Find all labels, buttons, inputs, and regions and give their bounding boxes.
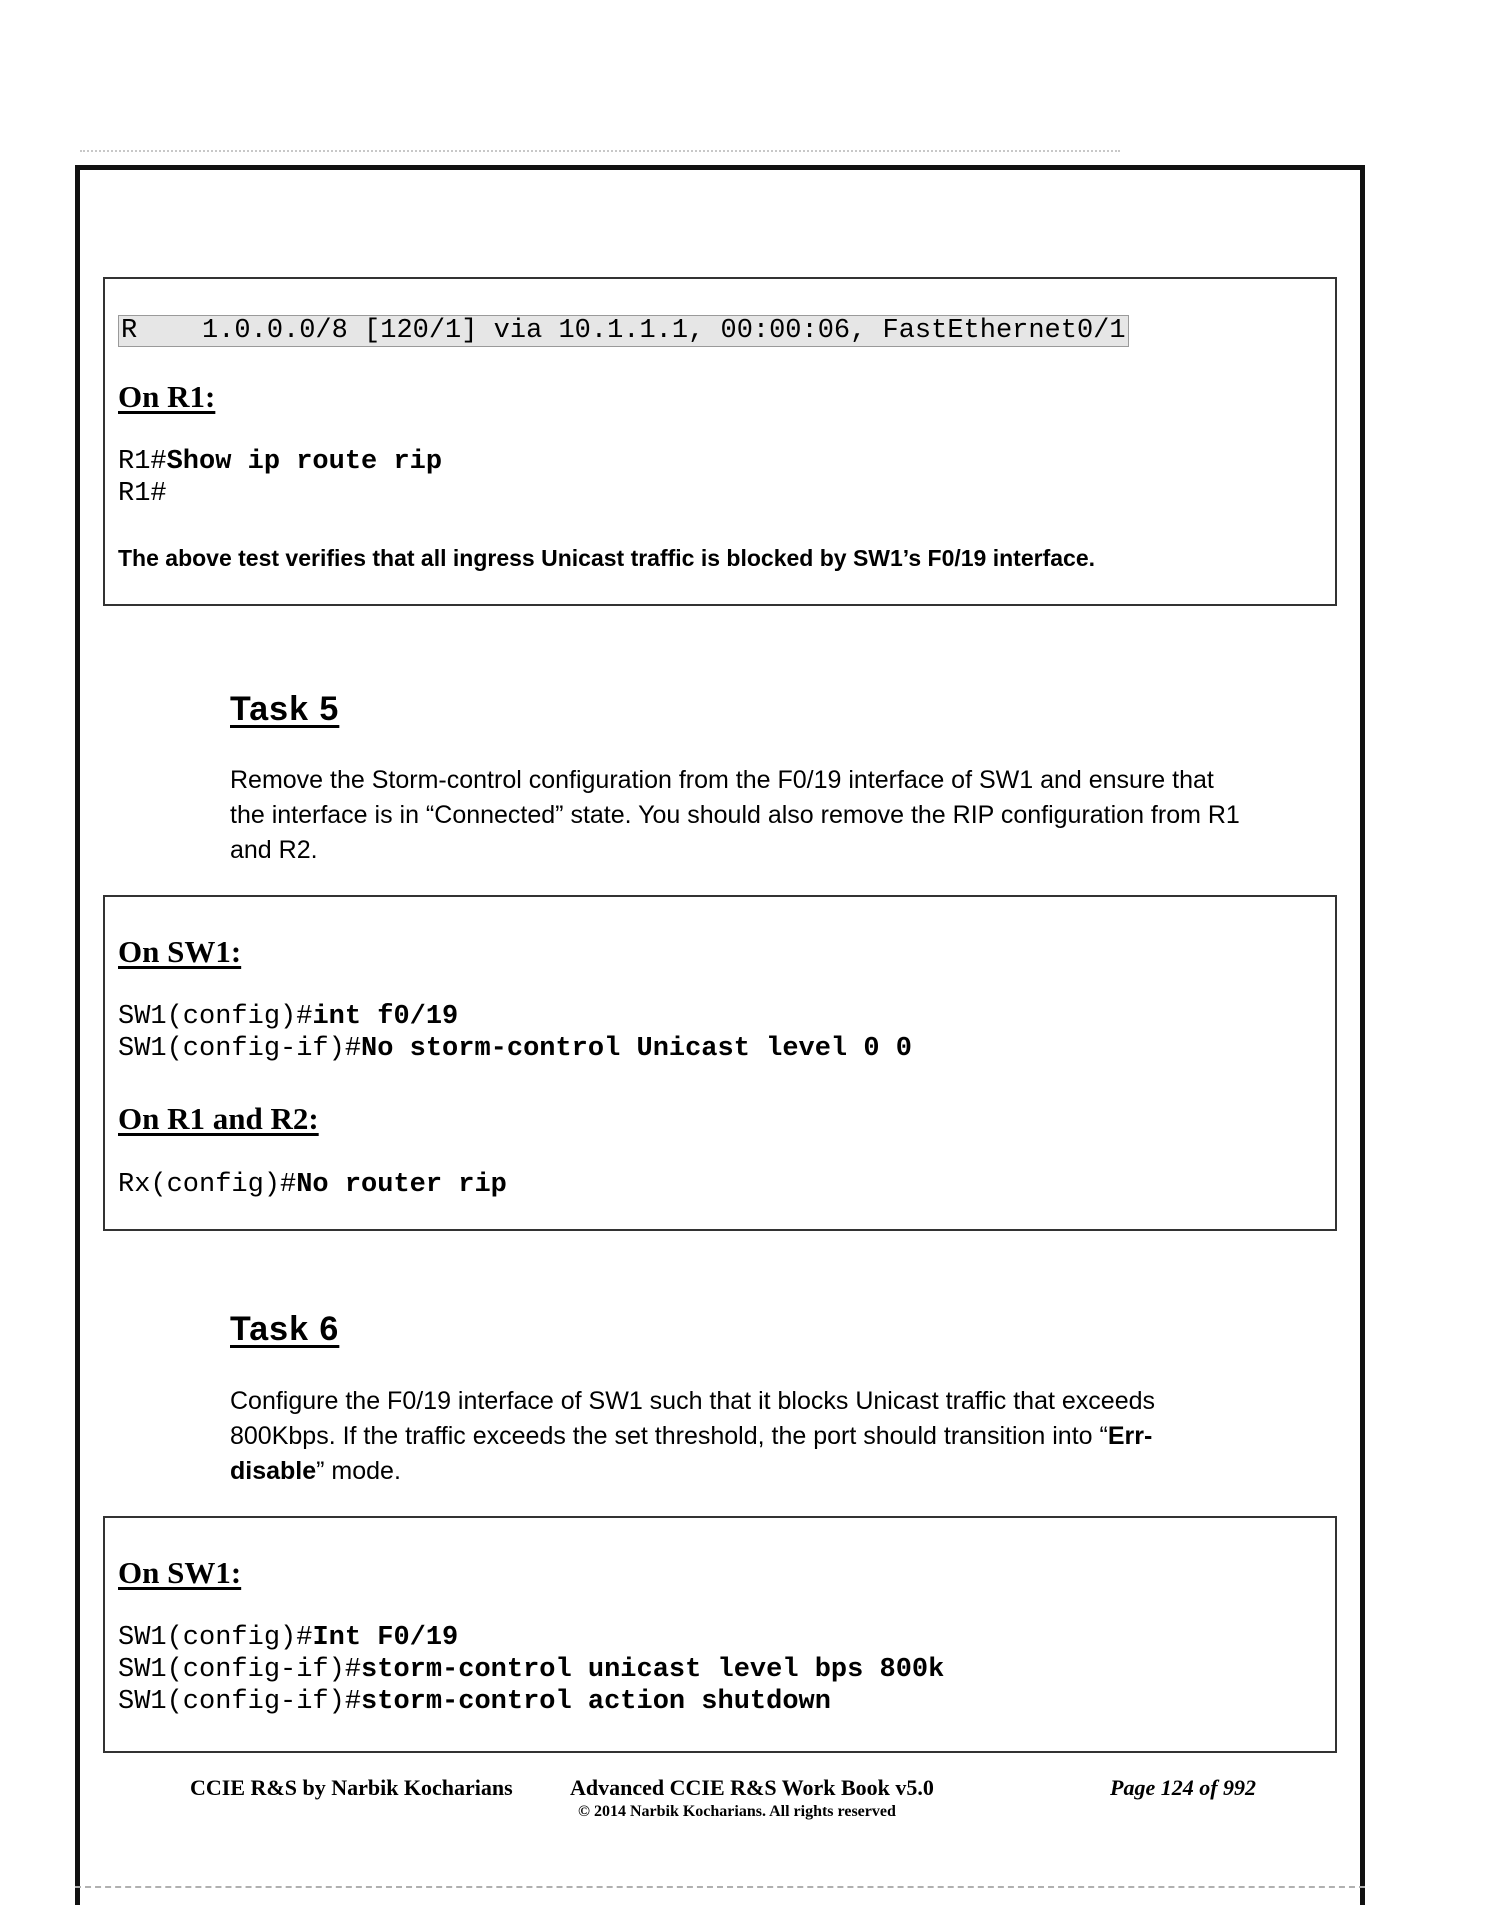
heading-on-sw1: On SW1: — [118, 934, 242, 969]
heading-on-r1-r2: On R1 and R2: — [118, 1101, 319, 1136]
cli-prompt: Rx(config)# — [118, 1170, 297, 1200]
config-box-task5 — [103, 895, 1337, 1231]
cli-line — [118, 1654, 944, 1686]
cli-prompt: R1# — [118, 479, 167, 509]
highlighted-route: R 1.0.0.0/8 [120/1] via 10.1.1.1, 00:00:06, FastEthernet0/1 — [118, 315, 1129, 347]
cli-line — [118, 1033, 912, 1065]
cli-command: No router rip — [296, 1170, 507, 1200]
cli-line — [118, 1622, 458, 1654]
cli-command: int f0/19 — [312, 1002, 459, 1032]
footer-author: CCIE R&S by Narbik Kocharians — [190, 1775, 513, 1800]
cli-prompt: SW1(config)# — [118, 1623, 313, 1653]
cli-line — [118, 1001, 458, 1033]
scan-artifact-bottom — [75, 1886, 1365, 1890]
cli-command: Show ip route rip — [166, 447, 443, 477]
cli-command: Int F0/19 — [312, 1623, 459, 1653]
cli-line — [118, 1686, 831, 1718]
cli-command: storm-control unicast level bps 800k — [361, 1655, 945, 1685]
task-6-text — [230, 1384, 1240, 1489]
route-output-line — [118, 315, 1129, 347]
footer-book-title: Advanced CCIE R&S Work Book v5.0 — [570, 1775, 934, 1800]
cli-command: No storm-control Unicast level 0 0 — [361, 1034, 912, 1064]
task-6-text-part: ” mode. — [316, 1457, 401, 1485]
heading-on-sw1: On SW1: — [118, 1555, 242, 1590]
task-6-title: Task 6 — [230, 1310, 340, 1348]
task-6-text-part: Configure the F0/19 interface of SW1 such that it blocks Unicast traffic that exceeds 800Kbps. If the traffic exceeds the set threshold, the port should transition into “ — [230, 1387, 1155, 1450]
task-5-title: Task 5 — [230, 690, 340, 728]
footer-page-number: Page 124 of 992 — [1110, 1775, 1257, 1800]
task-5-text: Remove the Storm-control configuration from the F0/19 interface of SW1 and ensure that the interface is in “Connected” state. You should also remove the RIP configuration from R1 and R2. — [230, 766, 1240, 864]
cli-prompt: SW1(config-if)# — [118, 1034, 362, 1064]
cli-command: storm-control action shutdown — [361, 1687, 831, 1717]
heading-on-r1: On R1: — [118, 379, 216, 414]
cli-prompt: SW1(config-if)# — [118, 1687, 362, 1717]
cli-prompt: SW1(config-if)# — [118, 1655, 362, 1685]
footer-copyright: © 2014 Narbik Kocharians. All rights reserved — [578, 1803, 896, 1820]
scan-artifact-top — [80, 150, 1120, 154]
cli-line — [118, 1169, 507, 1201]
cli-prompt: SW1(config)# — [118, 1002, 313, 1032]
output-box-r1 — [103, 277, 1337, 606]
cli-line — [118, 478, 167, 510]
cli-line — [118, 446, 442, 478]
verification-note: The above test verifies that all ingress Unicast traffic is blocked by SW1’s F0/19 interface. — [118, 545, 1095, 571]
config-box-task6 — [103, 1516, 1337, 1753]
cli-prompt: R1# — [118, 447, 167, 477]
task-6-bold-term: Err-disable — [230, 1422, 1153, 1485]
